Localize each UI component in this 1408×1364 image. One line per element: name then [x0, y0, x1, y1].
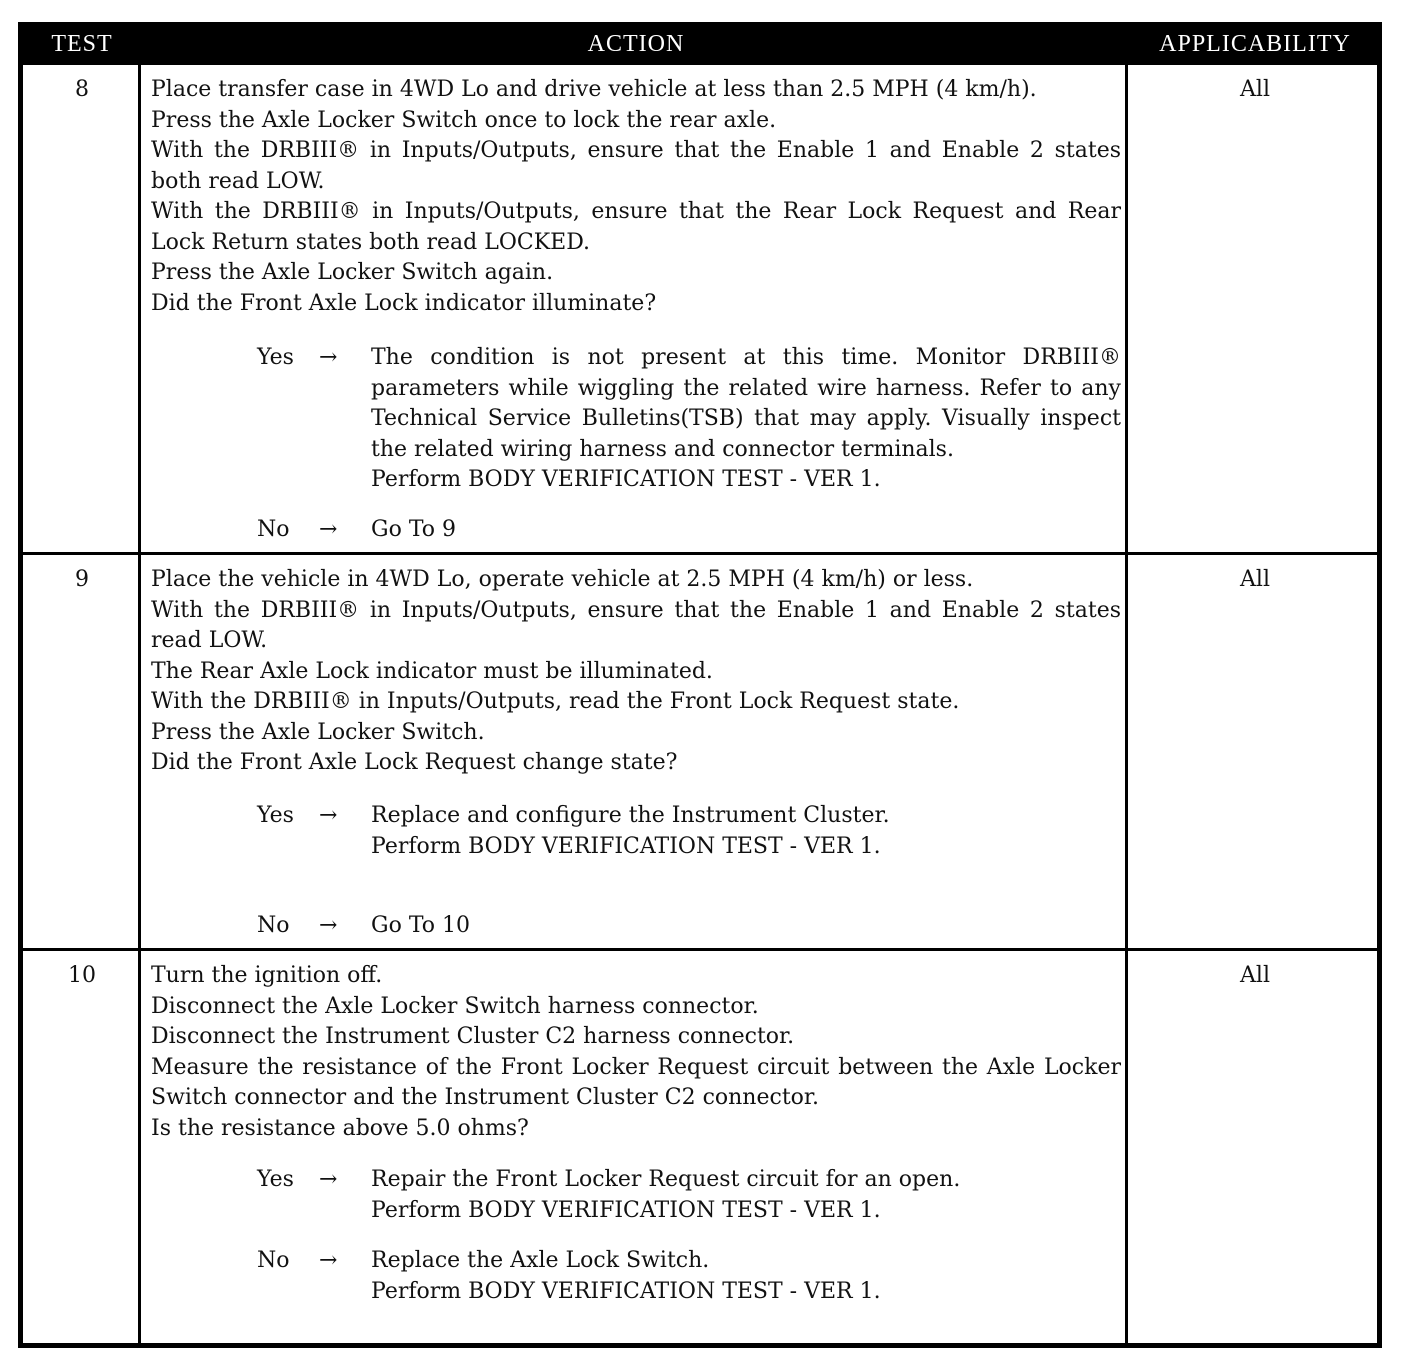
no-label: No [257, 913, 290, 938]
arrow-icon: → [319, 345, 338, 370]
header-applicability: APPLICABILITY [1159, 31, 1351, 57]
applicability-value: All [1240, 77, 1270, 102]
yes-perform: Perform BODY VERIFICATION TEST - VER 1. [371, 467, 881, 492]
test-number: 8 [75, 77, 89, 102]
test-number: 9 [75, 567, 89, 592]
step: Did the Front Axle Lock Request change state? [151, 750, 678, 775]
step: Press the Axle Locker Switch once to lock the rear axle. [151, 107, 777, 133]
step: Place the vehicle in 4WD Lo, operate vehicle at 2.5 MPH (4 km/h) or less. [151, 567, 974, 592]
table-row-test-10 [23, 951, 1377, 1343]
step: With the DRBIII® in Inputs/Outputs, read the Front Lock Request state. [151, 689, 960, 714]
diagnostic-table [18, 22, 1382, 1348]
step: Did the Front Axle Lock indicator illuminate? [151, 290, 657, 316]
step: Place transfer case in 4WD Lo and drive vehicle at less than 2.5 MPH (4 km/h). [151, 77, 1037, 102]
test-number: 10 [68, 963, 96, 988]
arrow-icon: → [319, 1248, 338, 1273]
no-branch [257, 1246, 1121, 1307]
no-text: Replace the Axle Lock Switch. [371, 1248, 710, 1273]
yes-label: Yes [257, 345, 294, 370]
arrow-icon: → [319, 1167, 338, 1192]
yes-branch [257, 801, 1121, 862]
yes-branch [257, 343, 1121, 496]
step: Disconnect the Axle Locker Switch harness connector. [151, 993, 759, 1019]
no-label: No [257, 1248, 290, 1273]
step: Press the Axle Locker Switch. [151, 719, 485, 745]
applicability-value: All [1240, 963, 1270, 988]
yes-label: Yes [257, 1167, 294, 1192]
no-text: Go To 9 [371, 517, 457, 542]
table-row-test-9 [23, 555, 1377, 948]
step: Press the Axle Locker Switch again. [151, 260, 554, 285]
header-action: ACTION [587, 31, 685, 57]
arrow-icon: → [319, 803, 338, 828]
step: Disconnect the Instrument Cluster C2 harness connector. [151, 1024, 795, 1049]
action-steps [151, 565, 1121, 779]
no-branch [257, 911, 1121, 942]
no-perform: Perform BODY VERIFICATION TEST - VER 1. [371, 1278, 881, 1304]
yes-label: Yes [257, 803, 294, 828]
arrow-icon: → [319, 517, 338, 542]
yes-branch [257, 1165, 1121, 1226]
step: Is the resistance above 5.0 ohms? [151, 1115, 529, 1141]
no-label: No [257, 517, 290, 542]
applicability-value: All [1240, 567, 1270, 592]
step: With the DRBIII® in Inputs/Outputs, ensure that the Enable 1 and Enable 2 states both read LOW. [151, 138, 1121, 194]
yes-text: Repair the Front Locker Request circuit for an open. [371, 1167, 961, 1192]
yes-perform: Perform BODY VERIFICATION TEST - VER 1. [371, 1197, 881, 1223]
yes-text: The condition is not present at this time. Monitor DRBIII® parameters while wiggling the related wire harness. Refer to any Technical Service Bulletins(TSB) that may apply. Visually inspect the related wiring harness and connector terminals. [371, 345, 1121, 462]
table-row-test-8 [23, 65, 1377, 552]
step: Measure the resistance of the Front Locker Request circuit between the Axle Locker Switch connector and the Instrument Cluster C2 connector. [151, 1054, 1121, 1110]
step: With the DRBIII® in Inputs/Outputs, ensure that the Enable 1 and Enable 2 states read LOW. [151, 597, 1121, 653]
header-test: TEST [51, 31, 113, 57]
action-steps [151, 961, 1121, 1144]
action-steps [151, 75, 1121, 319]
step: Turn the ignition off. [151, 963, 383, 988]
step: The Rear Axle Lock indicator must be illuminated. [151, 658, 713, 684]
yes-perform: Perform BODY VERIFICATION TEST - VER 1. [371, 833, 881, 859]
yes-text: Replace and configure the Instrument Cluster. [371, 803, 890, 828]
arrow-icon: → [319, 913, 338, 938]
no-text: Go To 10 [371, 913, 471, 938]
table-header [23, 27, 1377, 65]
step: With the DRBIII® in Inputs/Outputs, ensure that the Rear Lock Request and Rear Lock Return states both read LOCKED. [151, 199, 1121, 255]
no-branch [257, 515, 1121, 546]
